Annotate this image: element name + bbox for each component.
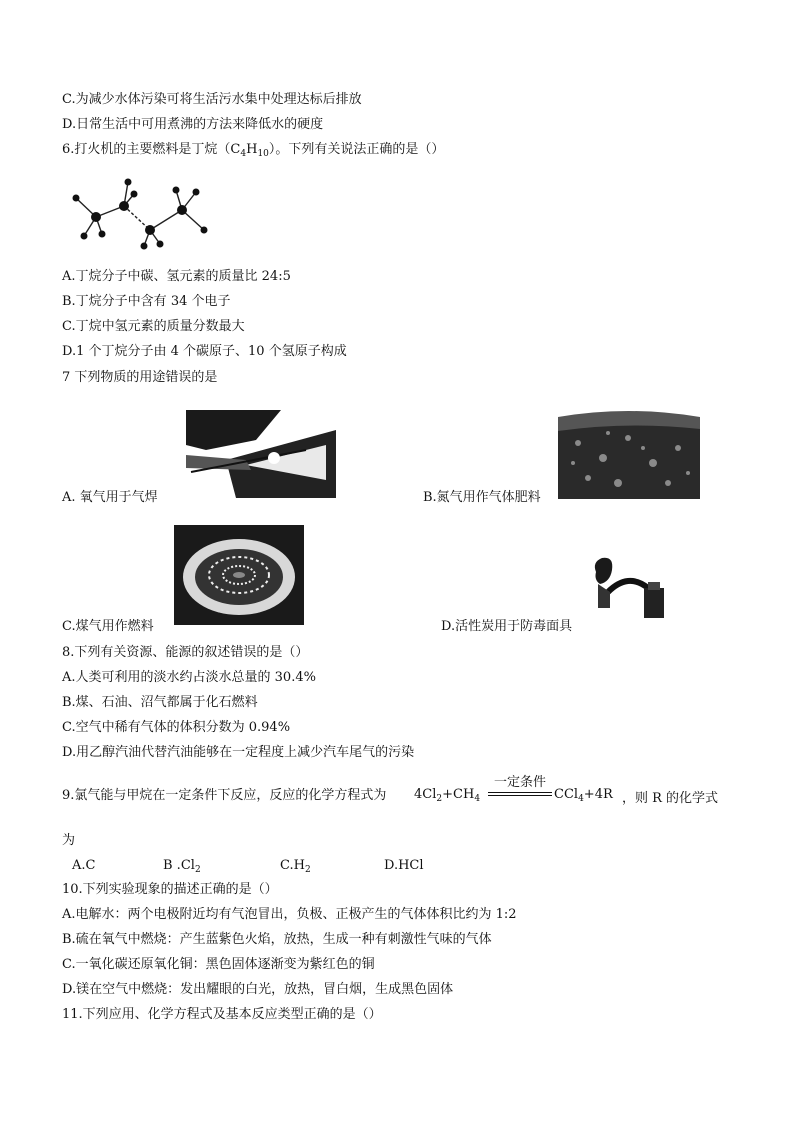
butane-molecule-model [66,172,216,252]
q9-stem-part-c: 为 [62,833,76,848]
gas-welding-photo [186,410,336,498]
q9-option-c-sub: 2 [304,865,311,875]
q6-option-c: C.丁烷中氢元素的质量分数最大 [62,319,245,334]
q6-h-letter: H [246,142,258,157]
q9-reactant-cl-sub: 2 [436,794,443,804]
q9-option-d: D.HCl [384,858,424,873]
q10-option-d: D.镁在空气中燃烧：发出耀眼的白光，放热，冒白烟，生成黑色固体 [62,982,454,997]
q7-option-b: B.氮气用作气体肥料 [423,490,541,505]
q9-reactants [414,787,480,804]
q9-option-a: A.C [72,858,96,873]
q9-reactant-ch-sub: 4 [474,794,481,804]
q9-option-b-sub: 2 [194,865,201,875]
q9-product-ccl-sub: 4 [578,794,584,804]
q6-stem-part-a: 6.打火机的主要燃料是丁烷（C [62,142,241,157]
q9-equals-line-bottom [488,795,552,796]
q8-option-a: A.人类可利用的淡水约占淡水总量的 30.4% [62,670,316,685]
q9-products [554,787,613,804]
q6-option-d: D.1 个丁烷分子由 4 个碳原子、10 个氢原子构成 [62,344,347,359]
q10-option-c: C.一氧化碳还原氧化铜：黑色固体逐渐变为紫红色的铜 [62,957,375,972]
q9-product-r: +4R [583,787,613,802]
q8-stem: 8.下列有关资源、能源的叙述错误的是（） [62,645,309,660]
q9-reactant-cl: 4Cl [414,787,437,802]
q10-stem: 10.下列实验现象的描述正确的是（） [62,882,278,897]
nitrogen-fertilizer-photo [558,403,700,499]
q11-stem: 11.下列应用、化学方程式及基本反应类型正确的是（） [62,1007,382,1022]
q10-option-b: B.硫在氧气中燃烧：产生蓝紫色火焰，放热，生成一种有刺激性气味的气体 [62,932,492,947]
gas-stove-photo [174,525,304,625]
q6-stem [62,141,444,163]
q9-stem-part-b: ，则 R 的化学式 [622,791,719,806]
q8-option-c: C.空气中稀有气体的体积分数为 0.94% [62,720,291,735]
q5-option-d: D.日常生活中可用煮沸的方法来降低水的硬度 [62,117,324,132]
q9-option-b-text: B .Cl [163,858,195,873]
q9-stem-part-a: 9.氯气能与甲烷在一定条件下反应，反应的化学方程式为 [62,788,387,803]
q9-option-b [163,857,201,879]
q5-option-c: C.为减少水体污染可将生活污水集中处理达标后排放 [62,92,362,107]
q9-reactant-ch: +CH [442,787,475,802]
q9-equals-line-top [488,792,552,793]
q7-option-d: D.活性炭用于防毒面具 [441,619,573,634]
q7-option-a: A. 氧气用于气焊 [62,490,158,505]
q6-option-b: B.丁烷分子中含有 34 个电子 [62,294,231,309]
q10-option-a: A.电解水：两个电极附近均有气泡冒出，负极、正极产生的气体体积比约为 1:2 [62,907,517,922]
q9-option-c-text: C.H [280,858,305,873]
q8-option-b: B.煤、石油、沼气都属于化石燃料 [62,695,258,710]
q9-product-ccl: CCl [554,787,579,802]
q6-stem-part-b: ）。下列有关说法正确的是（） [268,142,445,157]
q7-option-c: C.煤气用作燃料 [62,619,154,634]
q6-sub-c: 4 [240,149,247,159]
q8-option-d: D.用乙醇汽油代替汽油能够在一定程度上减少汽车尾气的污染 [62,745,415,760]
q9-option-c [280,857,311,879]
q6-option-a: A.丁烷分子中碳、氢元素的质量比 24:5 [62,269,291,284]
q6-sub-h: 10 [257,149,269,159]
q7-stem: 7 下列物质的用途错误的是 [62,370,218,385]
gas-mask-photo [588,552,678,624]
q9-reaction-condition: 一定条件 [493,775,546,790]
